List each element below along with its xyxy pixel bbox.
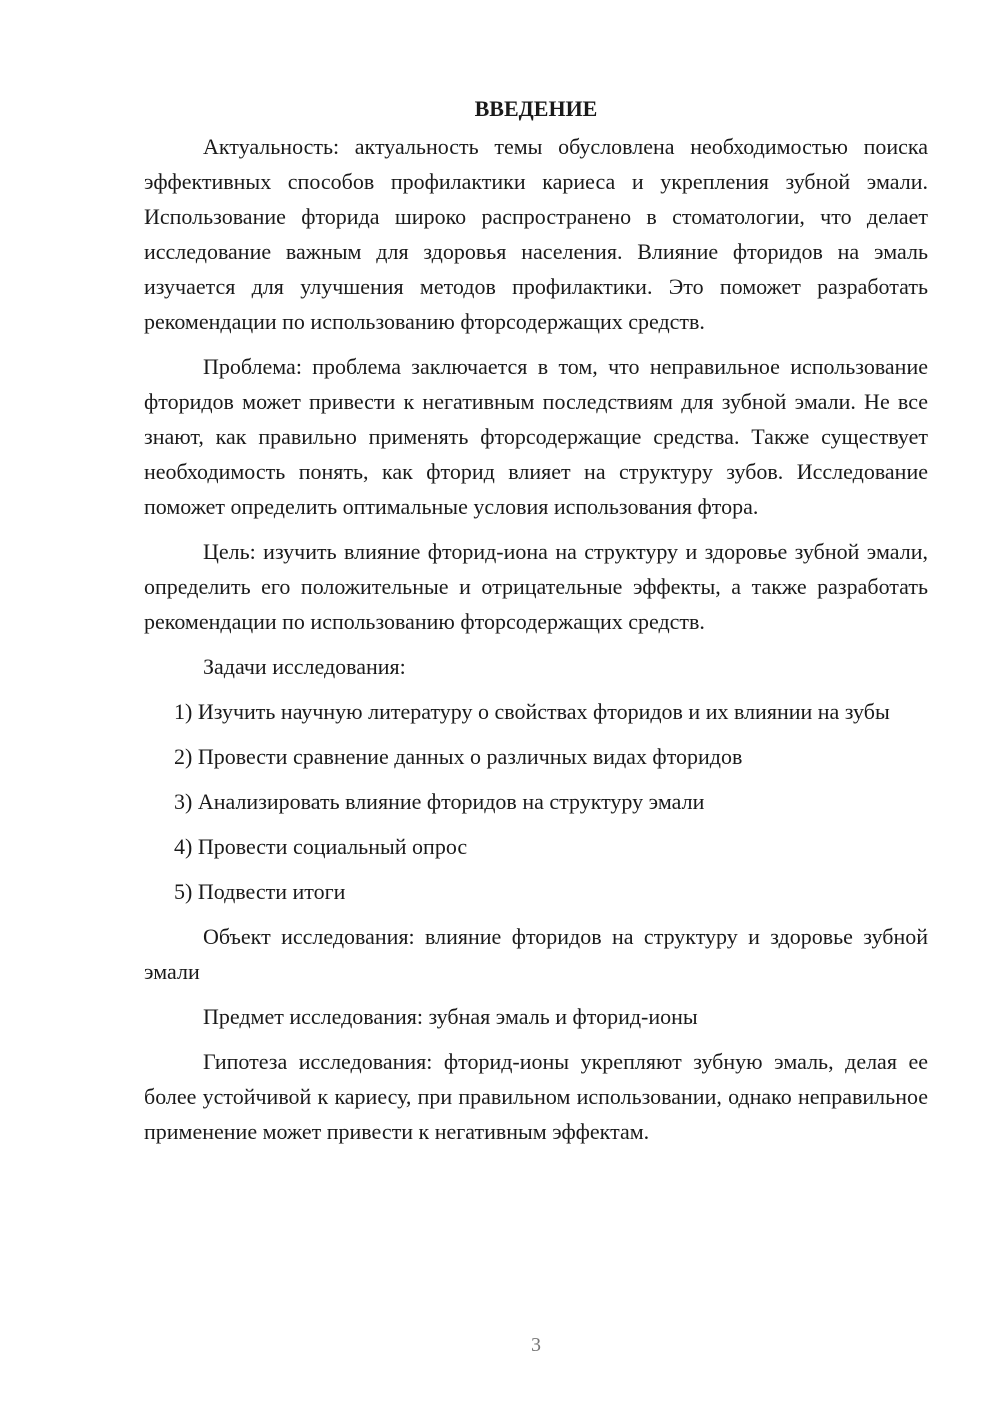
page-content — [144, 91, 928, 1149]
paragraph-goal: Цель: изучить влияние фторид-иона на структуру и здоровье зубной эмали, определить его положительные и отрицательные эффекты, а также разработать рекомендации по использованию фторсодержащих средств. — [144, 539, 928, 634]
tasks-heading: Задачи исследования: — [203, 654, 406, 679]
task-item: 1) Изучить научную литературу о свойствах фторидов и их влиянии на зубы — [174, 699, 890, 724]
page-title: ВВЕДЕНИЕ — [474, 96, 598, 121]
task-item: 5) Подвести итоги — [174, 879, 346, 904]
task-item: 2) Провести сравнение данных о различных видах фторидов — [174, 744, 743, 769]
task-item: 3) Анализировать влияние фторидов на структуру эмали — [174, 789, 705, 814]
paragraph-object: Объект исследования: влияние фторидов на структуру и здоровье зубной эмали — [144, 924, 928, 984]
paragraph-problem: Проблема: проблема заключается в том, что неправильное использование фторидов может привести к негативным последствиям для зубной эмали. Не все знают, как правильно применять фторсодержащие средства. Также существует необходимость понять, как фторид влияет на структуру зубов. Исследование поможет определить оптимальные условия использования фтора. — [144, 354, 928, 519]
task-item: 4) Провести социальный опрос — [174, 834, 468, 859]
page-number: 3 — [531, 1334, 541, 1356]
paragraph-subject: Предмет исследования: зубная эмаль и фторид-ионы — [203, 1004, 698, 1029]
paragraph-relevance: Актуальность: актуальность темы обусловлена необходимостью поиска эффективных способов профилактики кариеса и укрепления зубной эмали. Использование фторида широко распространено в стоматологии, что делает исследование важным для здоровья населения. Влияние фторидов на эмаль изучается для улучшения методов профилактики. Это поможет разработать рекомендации по использованию фторсодержащих средств. — [144, 134, 928, 334]
paragraph-hypothesis: Гипотеза исследования: фторид-ионы укрепляют зубную эмаль, делая ее более устойчивой к кариесу, при правильном использовании, однако неправильное применение может привести к негативным эффектам. — [144, 1049, 928, 1144]
